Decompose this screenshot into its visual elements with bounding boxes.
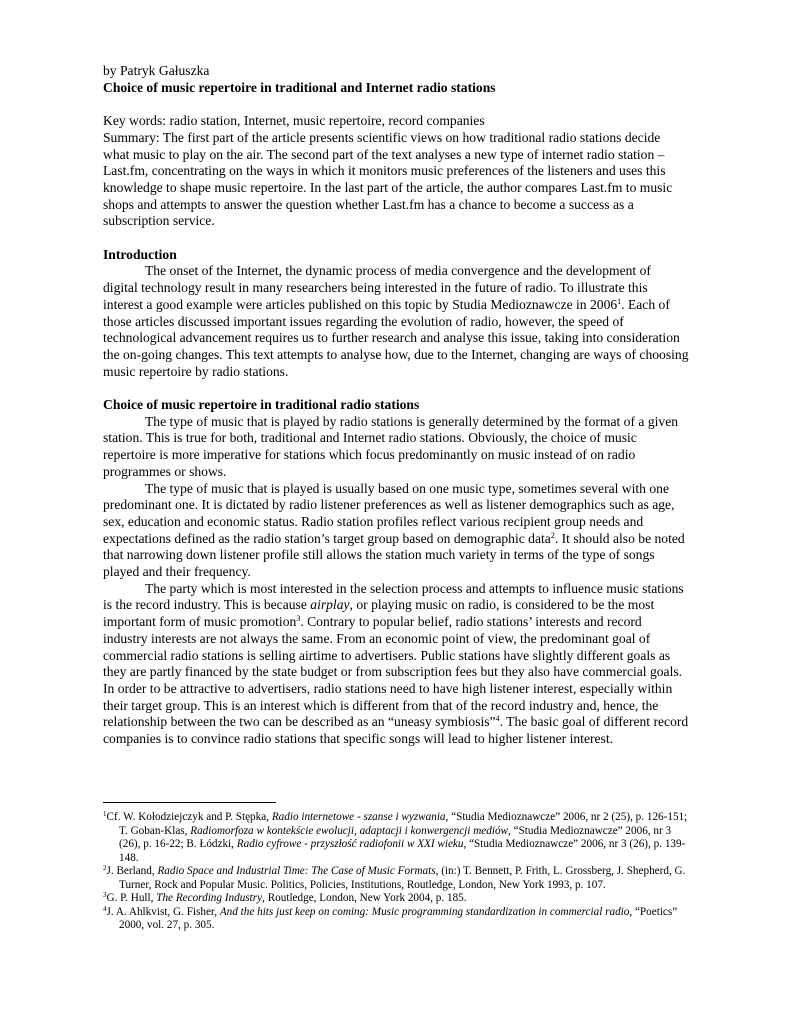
footnote-3: $^3$G. P. Hull, The Recording Industry, Routledge, London, New York 2004, p. 185. (103, 891, 467, 904)
summary: Summary: The first part of the article presents scientific views on how traditional radio stations decide what music to play on the air. The second part of the text analyses a new type of internet radio station – Last.fm, concentrating on the ways in which it monitors music preferences of the listeners and uses this knowledge to shape music repertoire. In the last part of the article, the author compares Last.fm to music shops and attempts to answer the question whether Last.fm has a chance to become a success as a subscription service. (103, 129, 673, 229)
intro-paragraph: The onset of the Internet, the dynamic process of media convergence and the development of digital technology result in many researchers being interested in the future of radio. To illustrate this interest a good example were articles published on this topic by Studia Medioznawcze in 2006$^1$. Each of those articles discussed important issues regarding the evolution of radio, however, the speed of technological advancement requires us to further research and analyse this issue, taking into consideration the on-going changes. This text attempts to analyse how, due to the Internet, changing are ways of choosing music repertoire by radio stations. (103, 263, 689, 379)
footnote-1: $^1$Cf. W. Kołodziejczyk and P. Stępka, Radio internetowe - szanse i wyzwania, “Studia Medioznawcze” 2006, nr 2 (25), p. 126-151; T. Goban-Klas, Radiomorfoza w kontekście ewolucji, adaptacji i konwergencji mediów, “Studia Medioznawcze” 2006, nr 3 (26), p. 16-22; B. Łódzki, Radio cyfrowe - przyszłość radiofonii w XXI wieku, “Studia Medioznawcze” 2006, nr 3 (26), p. 139-148. (103, 810, 688, 864)
airplay-term: airplay (310, 597, 350, 613)
footnote-4: $^4$J. A. Ahlkvist, G. Fisher, And the hits just keep on coming: Music programming standardization in commercial radio, “Poetics” 2000, vol. 27, p. 305. (103, 904, 678, 931)
footnote-ref-3[interactable]: 3 (296, 614, 301, 624)
footnote-divider (103, 802, 276, 803)
intro-heading: Introduction (103, 246, 177, 262)
footnote-ref-1[interactable]: 1 (617, 296, 622, 306)
section-heading-traditional: Choice of music repertoire in traditional radio stations (103, 397, 420, 413)
section-paragraph-3: The party which is most interested in the selection process and attempts to influence music stations is the record industry. This is because airplay, or playing music on radio, is considered to be the most important form of music promotion$^3$. Contrary to popular belief, radio stations’ interests and record industry interests are not always the same. From an economic point of view, the predominant goal of commercial radio stations is selling airtime to advertisers. Public stations have slightly different goals as they are partly financed by the state budget or from subscription fees but they also have commercial goals. In order to be attractive to advertisers, radio stations need to have high listener interest, especially within their target group. This is an interest which is different from that of the record industry and, hence, the relationship between the two can be described as an “uneasy symbiosis”$^4$. The basic goal of different record companies is to convince radio stations that specific songs will lead to higher listener interest. (103, 580, 689, 747)
keywords: Key words: radio station, Internet, music repertoire, record companies (103, 113, 485, 129)
footnote-ref-2[interactable]: 2 (550, 530, 555, 540)
footnote-ref-4[interactable]: 4 (495, 714, 500, 724)
section-paragraph-2: The type of music that is played is usually based on one music type, sometimes several with one predominant one. It is dictated by radio listener preferences as well as listener demographics such as age, sex, education and economic status. Radio station profiles reflect various recipient group needs and expectations defined as the radio station’s target group based on demographic data$^2$. It should also be noted that narrowing down listener profile still allows the station much variety in terms of the type of songs played and their frequency. (103, 480, 685, 580)
article-body (103, 63, 689, 748)
article-title: Choice of music repertoire in traditional and Internet radio stations (103, 79, 496, 95)
footnote-2: $^2$J. Berland, Radio Space and Industrial Time: The Case of Music Formats, (in:) T. Bennett, P. Frith, L. Grossberg, J. Shepherd, G. Turner, Rock and Popular Music. Politics, Policies, Institutions, Routledge, London, New York 1993, p. 107. (103, 864, 686, 891)
footnotes (103, 811, 689, 933)
section-paragraph-1: The type of music that is played by radio stations is generally determined by the format of a given station. This is true for both, traditional and Internet radio stations. Obviously, the choice of music repertoire is more imperative for stations which focus predominantly on music instead of on radio programmes or shows. (103, 413, 679, 479)
author-line: by Patryk Gałuszka (103, 63, 210, 78)
